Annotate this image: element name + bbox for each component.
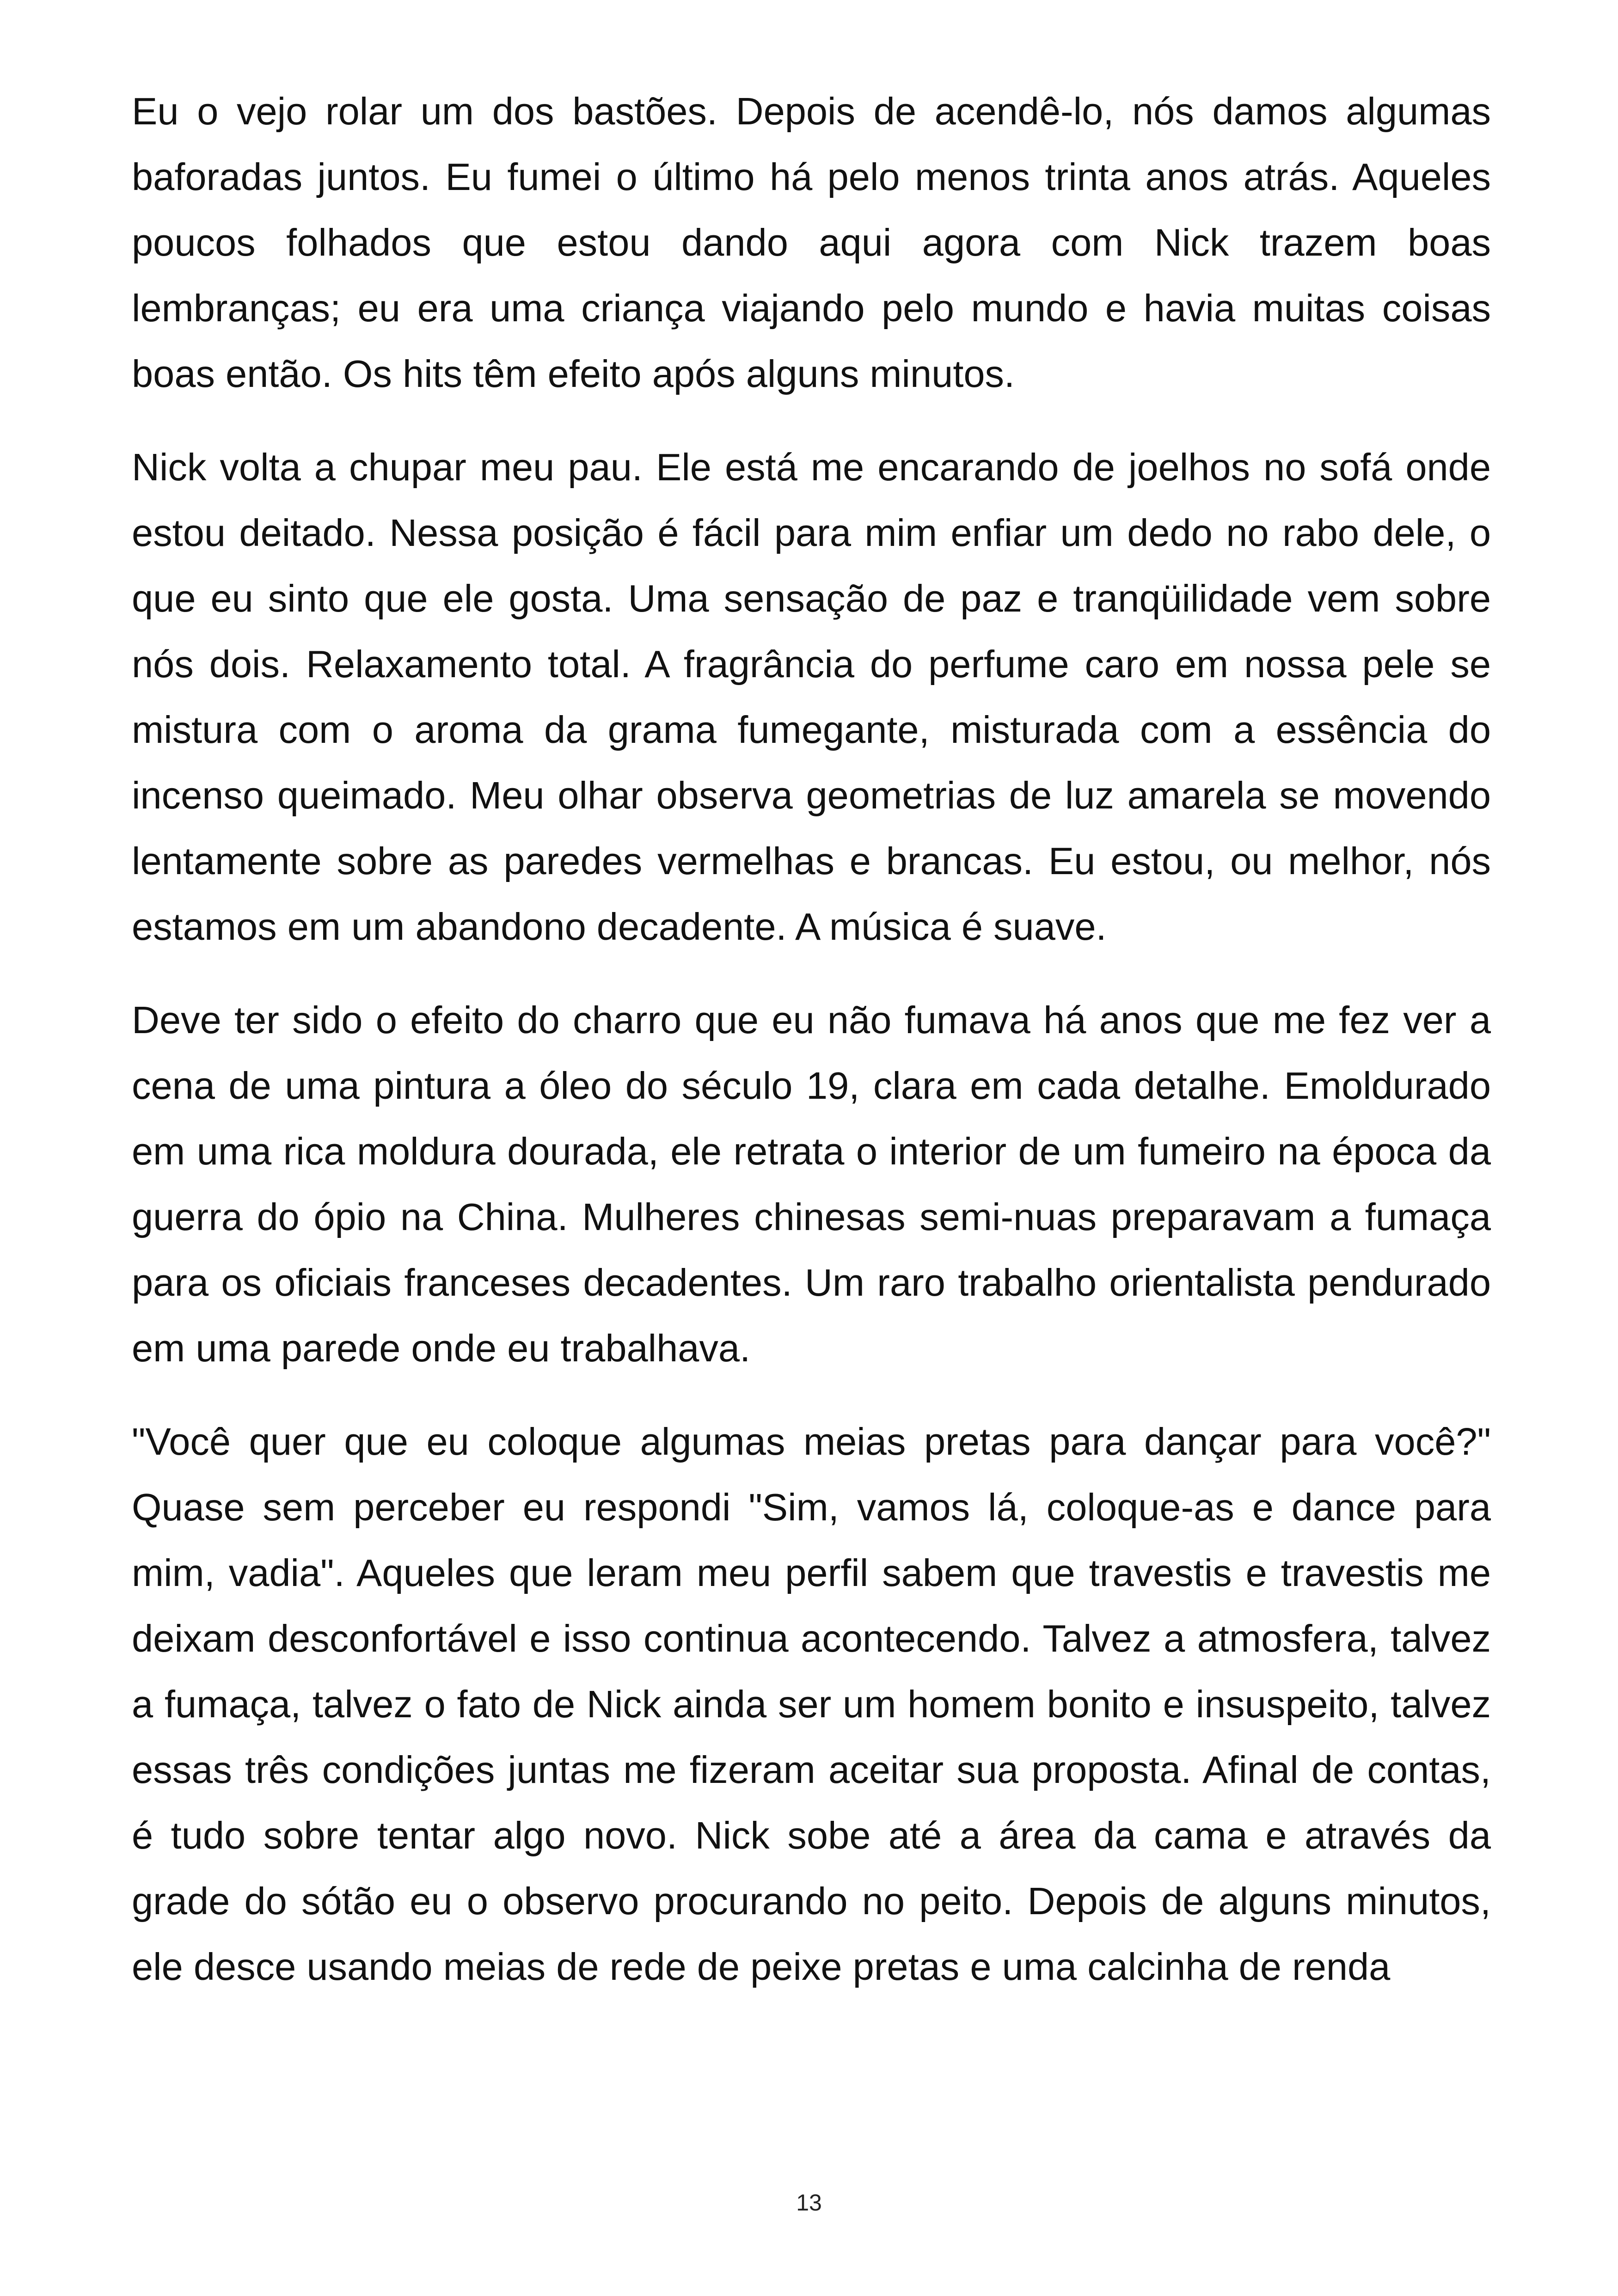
paragraph-3: Deve ter sido o efeito do charro que eu não fumava há anos que me fez ver a cena de uma pintura a óleo do século 19, clara em cada detalhe. Emoldurado em uma rica moldura dourada, ele retrata o interior de um fumeiro na época da guerra do ópio na China. Mulheres chinesas semi-nuas preparavam a fumaça para os oficiais franceses decadentes. Um raro trabalho orientalista pendurado em uma parede onde eu trabalhava. <box>132 998 1491 1370</box>
paragraph-4: "Você quer que eu coloque algumas meias pretas para dançar para você?" Quase sem perceber eu respondi "Sim, vamos lá, coloque-as e dance para mim, vadia". Aqueles que leram meu perfil sabem que travestis e travestis me deixam desconfortável e isso continua acontecendo. Talvez a atmosfera, talvez a fumaça, talvez o fato de Nick ainda ser um homem bonito e insuspeito, talvez essas três condições juntas me fizeram aceitar sua proposta. Afinal de contas, é tudo sobre tentar algo novo. Nick sobe até a área da cama e através da grade do sótão eu o observo procurando no peito. Depois de alguns minutos, ele desce usando meias de rede de peixe pretas e uma calcinha de renda <box>132 1420 1491 1988</box>
body-text <box>132 79 1491 2027</box>
paragraph-1: Eu o vejo rolar um dos bastões. Depois de acendê-lo, nós damos algumas baforadas juntos. Eu fumei o último há pelo menos trinta anos atrás. Aqueles poucos folhados que estou dando aqui agora com Nick trazem boas lembranças; eu era uma criança viajando pelo mundo e havia muitas coisas boas então. Os hits têm efeito após alguns minutos. <box>132 90 1491 395</box>
paragraph-2: Nick volta a chupar meu pau. Ele está me encarando de joelhos no sofá onde estou deitado. Nessa posição é fácil para mim enfiar um dedo no rabo dele, o que eu sinto que ele gosta. Uma sensação de paz e tranqüilidade vem sobre nós dois. Relaxamento total. A fragrância do perfume caro em nossa pele se mistura com o aroma da grama fumegante, misturada com a essência do incenso queimado. Meu olhar observa geometrias de luz amarela se movendo lentamente sobre as paredes vermelhas e brancas. Eu estou, ou melhor, nós estamos em um abandono decadente. A música é suave. <box>132 446 1491 948</box>
page-number: 13 <box>796 2190 822 2216</box>
